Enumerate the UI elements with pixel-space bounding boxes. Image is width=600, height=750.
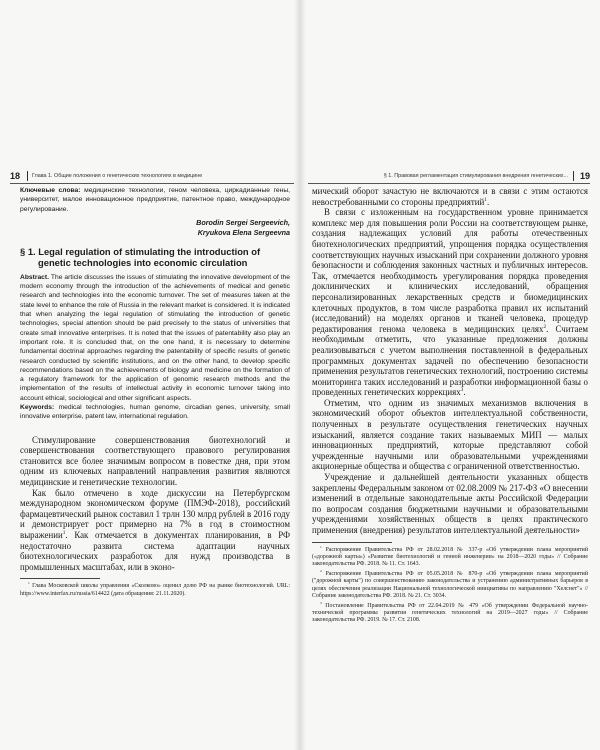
footnote-left-1-text: Глава Московской школы управления «Сколково» оценил долю РФ на рынке биотехнологий. URL: https://www.interfax.ru/russia/614422 (дата обращения: 21.11.2020). (20, 583, 290, 597)
author-1: Borodin Sergei Sergeevich, (196, 217, 290, 227)
body-paragraph-3 (312, 186, 588, 207)
authors (20, 218, 290, 238)
page-number-left: 18 (10, 171, 21, 181)
body-paragraph-4-text-b: . Считаем необходимым отметить, что указанные предложения должны реализовываться с учетом выполнения поставленной в федеральных программных документах задачей по обеспечению безопасности применения результатов генетических технологий, построению системы мониторинга таких исследований и разработки информационной базы о проведенных генетических коррекциях (312, 323, 588, 398)
header-separator-left (27, 171, 28, 181)
footnote-right-2 (312, 571, 588, 600)
footnote-right-1-text: Распоряжение Правительства РФ от 28.02.2018 № 337-р «Об утверждении плана мероприятий («дорожной карты») «Развитие биотехнологий и генной инженерии» на 2018—2020 годы» // Собрание законодательства РФ. 2018. № 11. Ст. 1643. (312, 546, 588, 567)
keywords-en (20, 403, 290, 422)
body-paragraph-1: Стимулирование совершенствования биотехнологий и совершенствования соответствующего правового регулирования становится все более значимым вопросом в повестке дня, при этом одним из ключевых направлений направления развития являются медицинские и генетические технологии. (20, 434, 290, 488)
footnote-right-3 (312, 603, 588, 625)
keywords-en-label: Keywords: (20, 404, 55, 412)
right-column (312, 186, 588, 628)
footnote-left-1 (20, 583, 290, 597)
abstract (20, 273, 290, 403)
body-paragraph-6: Учреждение и дальнейшей деятельности указанных обществ закреплены Федеральным законом от 02.08.2009 № 217-ФЗ «О внесении изменений в отдельные законодательные акты Российской Федерации по вопросам создания бюджетными научными и образовательными учреждениями хозяйственных обществ в целях практического применения (внедрения) результатов интеллектуальной деятельности» (312, 472, 588, 535)
header-rule-right (308, 183, 590, 184)
footnote-ref-r2: 2 (543, 323, 547, 330)
section-heading: § 1. Legal regulation of stimulating the introduction of genetic technologies into economic circulation (20, 245, 261, 268)
body-paragraph-2-text-b: . Как отмечается в документах планирования, в РФ недостаточно развита система адаптации научных биотехнологических разработок для нужд производства в промышленных масштабах, или в эконо- (20, 529, 290, 572)
footnote-rule-left (20, 578, 100, 579)
body-paragraph-5: Отметим, что одним из значимых механизмов включения в экономический оборот объектов интеллектуальной собственности, полученных в результате осуществления генетических научных изысканий, является создание таких называемых МИП — малых инновационных предприятий, которые представляют собой учрежденные научными или образовательными учреждениями акционерные общества и общества с ограниченной ответственностью. (312, 397, 588, 472)
keywords-ru-text: медицинские технологии, геном человека, циркадианные гены, университет, малое инновационное предприятие, патентное право, международное регулирование. (20, 187, 290, 213)
body-paragraph-2-text-a: Как было отмечено в ходе дискуссии на Петербургском международном экономическом форуме (ПМЭФ-2018), российский фармацевтический рынок составил 1 трлн 130 млрд рублей в 2016 году и демонстрирует рост примерно на 7% в год в стоимостном выражении (20, 487, 290, 540)
header-separator-right (573, 171, 574, 181)
body-paragraph-4 (312, 207, 588, 398)
footnote-left-1-marker: 1 (28, 581, 30, 586)
right-page (300, 0, 600, 750)
abstract-label: Abstract. (20, 273, 49, 281)
body-paragraph-3-text-a: мический оборот зачастую не включаются и в связи с этим остаются невостребованными со стороны предприятий (312, 186, 588, 207)
keywords-ru-label: Ключевые слова: (20, 187, 81, 194)
abstract-text: The article discusses the issues of stimulating the innovative development of the modern economy through the introduction of the achievements of medical and genetic research and technologies into the economic turnover. The set of measures taken at the state level to enhance the role of Russia in the relevant market is considered. It is indicated that when analyzing the legal regulation of stimulating the introduction of genetic technologies, special attention should be paid precisely to the status of universities that create small innovative enterprises. It is noted that the issues of patentability also play an important role. It is concluded that, on the one hand, it is necessary to determine fundamental doctrinal approaches regarding the patentability of specific results of genetic research conducted by scientific institutions, and on the other hand, to develop specific recommendations based on the achievements of biology and medicine on the formation of a regulatory framework for the application of genomic research methods and the implementation of the results of intellectual activity in economic turnover taking into account ethical, sociological and other significant aspects. (20, 273, 290, 402)
footnote-rule-right (312, 542, 392, 543)
footnote-right-1 (312, 544, 588, 569)
running-head-left: Глава 1. Общие положения о генетических технологиях в медицине (32, 173, 203, 179)
author-2: Kryukova Elena Sergeevna (197, 227, 290, 237)
page-number-right: 19 (579, 171, 590, 181)
footnote-right-2-text: Распоряжение Правительства РФ от 05.05.2018 № 870-р «Об утверждении плана мероприятий ("дорожной карты") по совершенствованию законодательства и устранению административных барьеров в целях обеспечения реализации Национальной технологической инициативы по направлению "Хелснет"» // Собрание законодательства РФ. 2018. № 21. Ст. 3034. (312, 571, 588, 599)
footnote-ref-r3: 3 (460, 387, 464, 394)
right-running-header (308, 170, 590, 182)
keywords-ru (20, 186, 290, 214)
footnote-right-3-marker: 3 (320, 601, 322, 606)
left-running-header (10, 170, 294, 182)
body-paragraph-3-text-b: . (486, 196, 490, 207)
body-paragraph-4-text-a: В связи с изложенным на государственном уровне принимается комплекс мер для повышения роли России на соответствующем рынке, создания надлежащих условий для работы отечественных биотехнологических предприятий, упрощения порядка осуществления соответствующих научных изысканий при сохранении должного уровня безопасности и соблюдения законных частных и публичных интересов. Так, отмечается необходимость урегулирования порядка проведения доклинических и клинических исследований, обращения персонализированных лекарственных средств и биомедицинских клеточных продуктов, в том числе разработка правил их испытаний (исследований) на моделях органов и тканей человека, процедур редактирования генома человека в медицинских целях (312, 207, 588, 334)
book-gutter (294, 0, 306, 750)
body-paragraph-2 (20, 488, 290, 573)
keywords-en-text: medical technologies, human genome, circadian genes, university, small innovative enterprise, patent law, international regulation. (20, 404, 290, 421)
footnote-ref-1: 1 (62, 530, 66, 537)
footnote-right-2-marker: 2 (320, 569, 322, 574)
left-column (20, 186, 290, 601)
footnote-ref-r1: 1 (484, 196, 487, 203)
footnote-right-3-text: Постановление Правительства РФ от 22.04.2019 № 479 «Об утверждении Федеральной научно-технической программы развития генетических технологий на 2019—2027 годы» // Собрание законодательства РФ. 2019. № 17. Ст. 2108. (312, 603, 588, 624)
footnote-right-1-marker: 1 (320, 544, 322, 549)
running-head-right: § 1. Правовая регламентация стимулирования внедрения генетических... (383, 173, 568, 179)
header-rule-left (10, 183, 294, 184)
body-paragraph-4-text-c: . (463, 387, 466, 398)
